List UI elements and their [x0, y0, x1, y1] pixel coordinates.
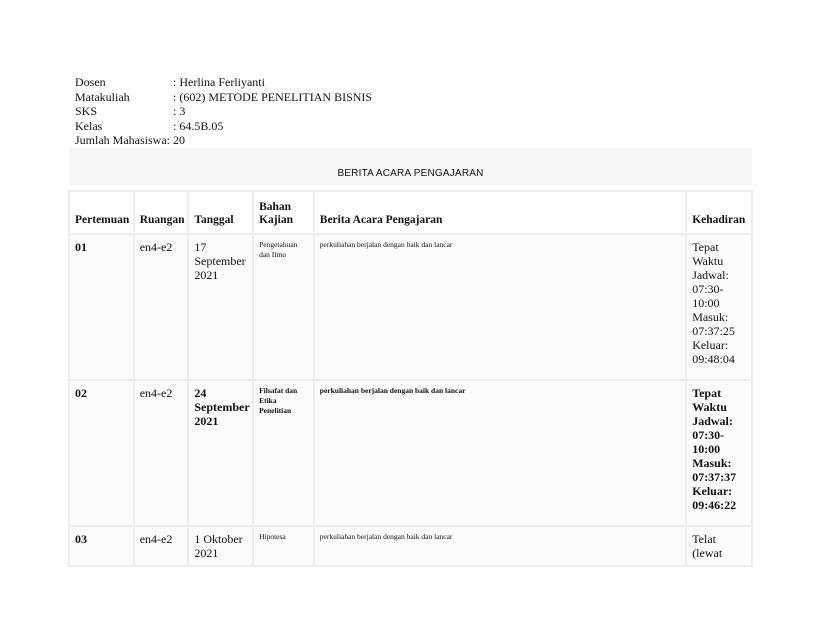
info-row-matakuliah	[75, 90, 372, 105]
cell-ruangan: en4-e2	[135, 235, 188, 379]
header-info	[75, 75, 372, 148]
header-pertemuan: Pertemuan	[70, 192, 133, 233]
header-tanggal: Tanggal	[189, 192, 252, 233]
cell-bahan-kajian: Filsafat dan Etika Penelitian	[254, 381, 313, 525]
cell-tanggal: 24 September 2021	[189, 381, 252, 525]
info-value: : (602) METODE PENELITIAN BISNIS	[173, 89, 373, 104]
header-ruangan: Ruangan	[135, 192, 188, 233]
header-berita-acara: Berita Acara Pengajaran	[315, 192, 685, 233]
cell-pertemuan: 03	[70, 527, 133, 565]
info-label: Dosen	[75, 75, 106, 89]
header-kehadiran: Kehadiran	[687, 192, 751, 233]
info-row-kelas	[75, 119, 372, 134]
cell-kehadiran: Tepat Waktu Jadwal: 07:30-10:00 Masuk: 07:37:37 Keluar: 09:46:22	[687, 381, 751, 525]
page-title: BERITA ACARA PENGAJARAN	[337, 168, 484, 179]
table-row	[70, 381, 751, 525]
cell-berita-acara: perkuliahan berjalan dengan baik dan lancar	[315, 381, 685, 525]
header-bahan-kajian: Bahan Kajian	[254, 192, 313, 233]
berita-acara-table	[68, 190, 753, 567]
title-banner	[69, 148, 752, 186]
info-row-dosen	[75, 75, 372, 90]
table-row	[70, 235, 751, 379]
cell-bahan-kajian: Hipotesa	[254, 527, 313, 565]
cell-kehadiran: Telat (lewat	[687, 527, 751, 565]
info-label: Matakuliah	[75, 89, 130, 104]
info-label: Jumlah Mahasiswa	[75, 133, 167, 147]
info-row-sks	[75, 104, 372, 119]
cell-tanggal: 17 September 2021	[189, 235, 252, 379]
cell-pertemuan: 01	[70, 235, 133, 379]
cell-ruangan: en4-e2	[135, 527, 188, 565]
table-header-row	[70, 192, 751, 233]
info-label: Kelas	[75, 118, 103, 133]
info-value: : 20	[166, 133, 185, 147]
cell-berita-acara: perkuliahan berjalan dengan baik dan lancar	[315, 527, 685, 565]
info-value: : Herlina Ferliyanti	[173, 75, 265, 89]
cell-kehadiran: Tepat Waktu Jadwal: 07:30-10:00 Masuk: 07:37:25 Keluar: 09:48:04	[687, 235, 751, 379]
cell-pertemuan: 02	[70, 381, 133, 525]
cell-tanggal: 1 Oktober 2021	[189, 527, 252, 565]
cell-bahan-kajian: Pengetahuan dan Ilmu	[254, 235, 313, 379]
table-row	[70, 527, 751, 565]
cell-berita-acara: perkuliahan berjalan dengan baik dan lancar	[315, 235, 685, 379]
info-value: : 3	[173, 104, 186, 118]
cell-ruangan: en4-e2	[135, 381, 188, 525]
info-value: : 64.5B.05	[173, 118, 224, 133]
info-row-jumlah-mahasiswa	[75, 133, 372, 148]
info-label: SKS	[75, 104, 98, 118]
